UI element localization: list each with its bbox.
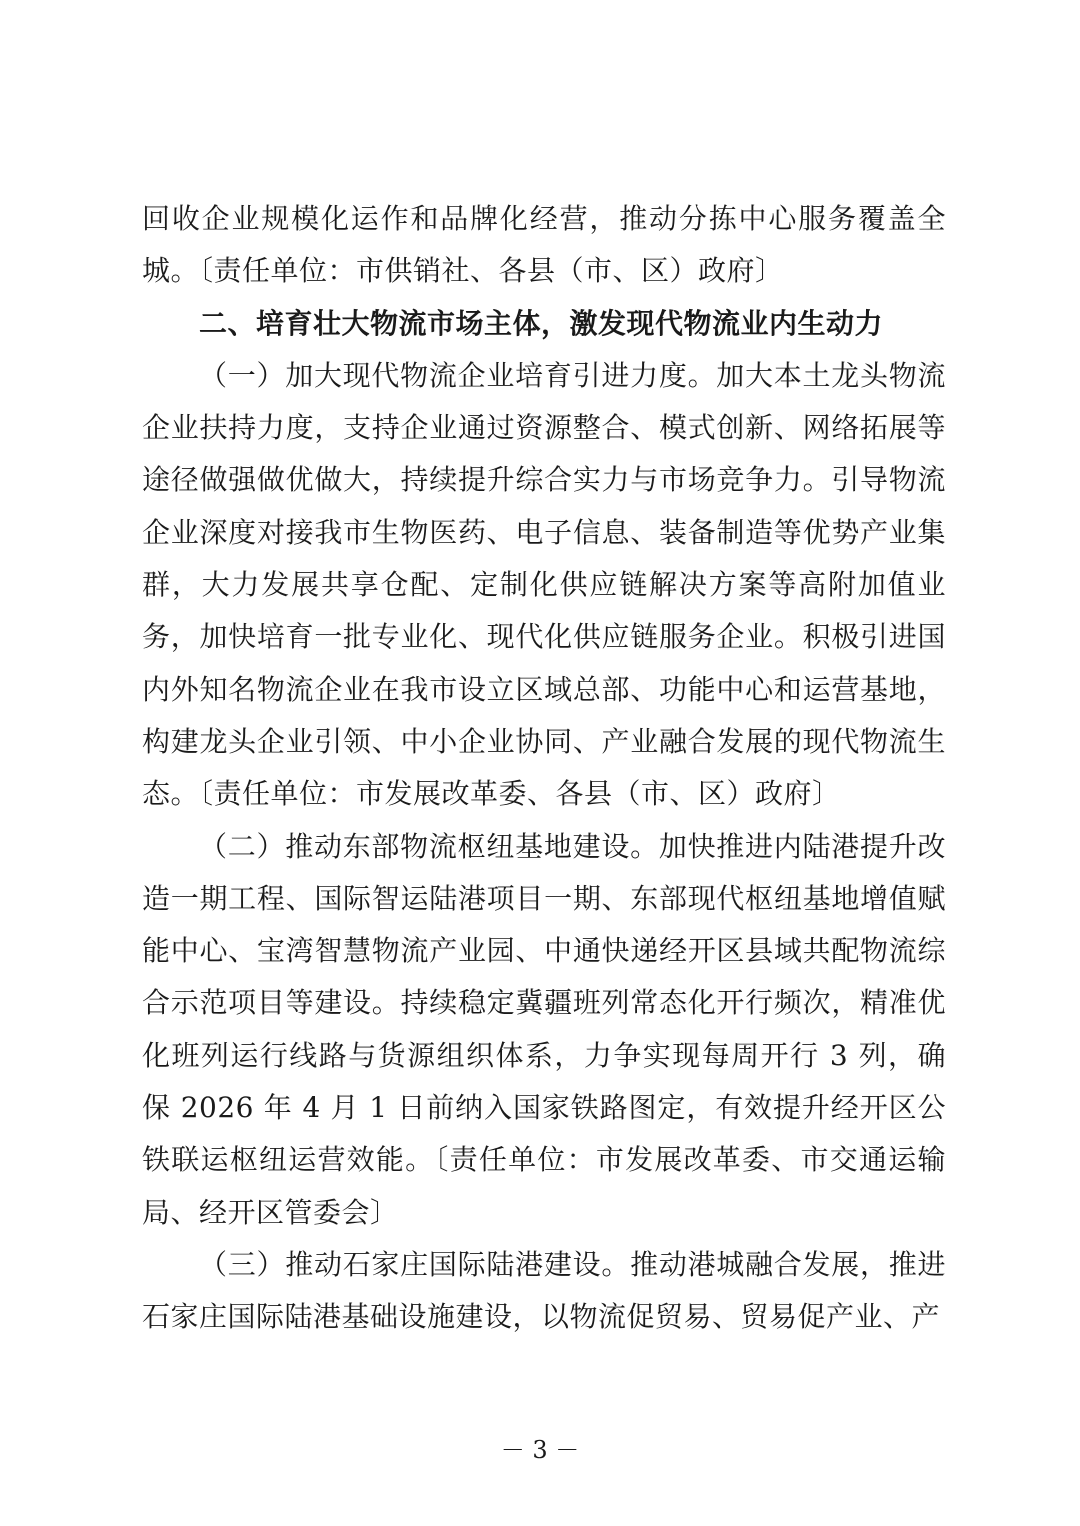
paragraph-item-2: （二）推动东部物流枢纽基地建设。加快推进内陆港提升改造一期工程、国际智运陆港项目一期、东部现代枢纽基地增值赋能中心、宝湾智慧物流产业园、中通快递经开区县域共配物流综合示范项目等建设。持续稳定冀疆班列常态化开行频次，精准优化班列运行线路与货源组织体系，力争实现每周开行 3 列，确保 2026 年 4 月 1 日前纳入国家铁路图定，有效提升经开区公铁联运枢纽运营效能。〔责任单位：市发展改革委、市交通运输局、经开区管委会〕 — [142, 829, 946, 1229]
paragraph-item-1: （一）加大现代物流企业培育引进力度。加大本土龙头物流企业扶持力度，支持企业通过资源整合、模式创新、网络拓展等途径做强做优做大，持续提升综合实力与市场竞争力。引导物流企业深度对接我市生物医药、电子信息、装备制造等优势产业集群，大力发展共享仓配、定制化供应链解决方案等高附加值业务，加快培育一批专业化、现代化供应链服务企业。积极引进国内外知名物流企业在我市设立区域总部、功能中心和运营基地，构建龙头企业引领、中小企业协同、产业融合发展的现代物流生态。〔责任单位：市发展改革委、各县（市、区）政府〕 — [142, 358, 946, 811]
paragraph-continuation: 回收企业规模化运作和品牌化经营，推动分拣中心服务覆盖全城。〔责任单位：市供销社、各县（市、区）政府〕 — [142, 202, 946, 288]
page-number: － 3 － — [500, 1436, 580, 1464]
section-heading: 二、培育壮大物流市场主体，激发现代物流业内生动力 — [199, 306, 884, 340]
document-body — [142, 193, 946, 1344]
paragraph-item-3: （三）推动石家庄国际陆港建设。推动港城融合发展，推进石家庄国际陆港基础设施建设，以物流促贸易、贸易促产业、产 — [142, 1247, 946, 1334]
